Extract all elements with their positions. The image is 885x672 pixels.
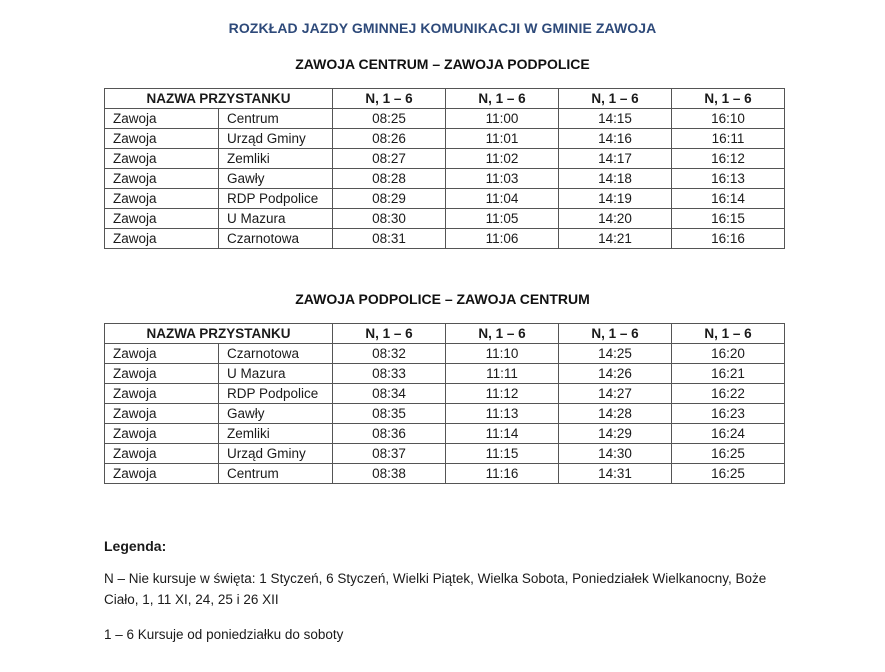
departure-time-cell: 14:26 bbox=[559, 364, 672, 384]
table-2-heading: ZAWOJA PODPOLICE – ZAWOJA CENTRUM bbox=[295, 291, 590, 307]
town-cell: Zawoja bbox=[105, 384, 219, 404]
course-header: N, 1 – 6 bbox=[672, 89, 785, 109]
departure-time-cell: 14:18 bbox=[559, 169, 672, 189]
table-row bbox=[105, 444, 785, 464]
document-title: ROZKŁAD JAZDY GMINNEJ KOMUNIKACJI W GMINIE ZAWOJA bbox=[228, 20, 657, 36]
departure-time-cell: 11:03 bbox=[446, 169, 559, 189]
table-row bbox=[105, 169, 785, 189]
departure-time-cell: 08:27 bbox=[333, 149, 446, 169]
course-header: N, 1 – 6 bbox=[333, 89, 446, 109]
stop-name-cell: U Mazura bbox=[219, 364, 333, 384]
stop-name-cell: Czarnotowa bbox=[219, 344, 333, 364]
table-row bbox=[105, 229, 785, 249]
departure-time-cell: 16:25 bbox=[672, 464, 785, 484]
departure-time-cell: 11:14 bbox=[446, 424, 559, 444]
table-row bbox=[105, 364, 785, 384]
town-cell: Zawoja bbox=[105, 344, 219, 364]
departure-time-cell: 11:02 bbox=[446, 149, 559, 169]
departure-time-cell: 16:13 bbox=[672, 169, 785, 189]
departure-time-cell: 11:16 bbox=[446, 464, 559, 484]
departure-time-cell: 14:27 bbox=[559, 384, 672, 404]
departure-time-cell: 08:36 bbox=[333, 424, 446, 444]
stop-name-cell: Gawły bbox=[219, 404, 333, 424]
departure-time-cell: 16:20 bbox=[672, 344, 785, 364]
departure-time-cell: 16:14 bbox=[672, 189, 785, 209]
departure-time-cell: 11:12 bbox=[446, 384, 559, 404]
departure-time-cell: 14:30 bbox=[559, 444, 672, 464]
departure-time-cell: 11:13 bbox=[446, 404, 559, 424]
table-row bbox=[105, 384, 785, 404]
departure-time-cell: 08:28 bbox=[333, 169, 446, 189]
departure-time-cell: 16:25 bbox=[672, 444, 785, 464]
town-cell: Zawoja bbox=[105, 209, 219, 229]
table-row bbox=[105, 464, 785, 484]
departure-time-cell: 14:19 bbox=[559, 189, 672, 209]
departure-time-cell: 16:12 bbox=[672, 149, 785, 169]
town-cell: Zawoja bbox=[105, 444, 219, 464]
departure-time-cell: 16:24 bbox=[672, 424, 785, 444]
departure-time-cell: 11:00 bbox=[446, 109, 559, 129]
departure-time-cell: 08:34 bbox=[333, 384, 446, 404]
departure-time-cell: 11:01 bbox=[446, 129, 559, 149]
stop-name-cell: RDP Podpolice bbox=[219, 189, 333, 209]
legend-title: Legenda: bbox=[104, 538, 167, 554]
table-1-heading: ZAWOJA CENTRUM – ZAWOJA PODPOLICE bbox=[295, 56, 590, 72]
table-row bbox=[105, 129, 785, 149]
departure-time-cell: 16:16 bbox=[672, 229, 785, 249]
departure-time-cell: 14:28 bbox=[559, 404, 672, 424]
departure-time-cell: 08:38 bbox=[333, 464, 446, 484]
table-row bbox=[105, 344, 785, 364]
table-row bbox=[105, 149, 785, 169]
table-row bbox=[105, 404, 785, 424]
departure-time-cell: 08:35 bbox=[333, 404, 446, 424]
stop-name-cell: Centrum bbox=[219, 109, 333, 129]
town-cell: Zawoja bbox=[105, 169, 219, 189]
course-header: N, 1 – 6 bbox=[559, 324, 672, 344]
departure-time-cell: 16:11 bbox=[672, 129, 785, 149]
departure-time-cell: 11:15 bbox=[446, 444, 559, 464]
town-cell: Zawoja bbox=[105, 109, 219, 129]
departure-time-cell: 14:31 bbox=[559, 464, 672, 484]
departure-time-cell: 11:04 bbox=[446, 189, 559, 209]
departure-time-cell: 16:10 bbox=[672, 109, 785, 129]
departure-time-cell: 14:20 bbox=[559, 209, 672, 229]
course-header: N, 1 – 6 bbox=[559, 89, 672, 109]
timetable-2-body bbox=[105, 344, 785, 484]
departure-time-cell: 08:29 bbox=[333, 189, 446, 209]
departure-time-cell: 11:05 bbox=[446, 209, 559, 229]
departure-time-cell: 08:25 bbox=[333, 109, 446, 129]
legend-1-6-description: 1 – 6 Kursuje od poniedziałku do soboty bbox=[104, 627, 344, 642]
town-cell: Zawoja bbox=[105, 129, 219, 149]
table-row bbox=[105, 189, 785, 209]
timetable-1-body bbox=[105, 109, 785, 249]
departure-time-cell: 08:31 bbox=[333, 229, 446, 249]
table-header-row bbox=[105, 89, 785, 109]
departure-time-cell: 08:33 bbox=[333, 364, 446, 384]
departure-time-cell: 08:26 bbox=[333, 129, 446, 149]
departure-time-cell: 11:10 bbox=[446, 344, 559, 364]
departure-time-cell: 14:15 bbox=[559, 109, 672, 129]
course-header: N, 1 – 6 bbox=[446, 89, 559, 109]
town-cell: Zawoja bbox=[105, 189, 219, 209]
stop-name-cell: Zemliki bbox=[219, 149, 333, 169]
departure-time-cell: 08:37 bbox=[333, 444, 446, 464]
course-header: N, 1 – 6 bbox=[333, 324, 446, 344]
departure-time-cell: 11:11 bbox=[446, 364, 559, 384]
town-cell: Zawoja bbox=[105, 424, 219, 444]
town-cell: Zawoja bbox=[105, 229, 219, 249]
departure-time-cell: 14:25 bbox=[559, 344, 672, 364]
stop-name-cell: Czarnotowa bbox=[219, 229, 333, 249]
stop-name-cell: Urząd Gminy bbox=[219, 444, 333, 464]
stop-name-cell: Gawły bbox=[219, 169, 333, 189]
course-header: N, 1 – 6 bbox=[446, 324, 559, 344]
departure-time-cell: 16:22 bbox=[672, 384, 785, 404]
table-row bbox=[105, 209, 785, 229]
table-row bbox=[105, 424, 785, 444]
table-row bbox=[105, 109, 785, 129]
town-cell: Zawoja bbox=[105, 149, 219, 169]
departure-time-cell: 14:21 bbox=[559, 229, 672, 249]
departure-time-cell: 14:29 bbox=[559, 424, 672, 444]
departure-time-cell: 14:16 bbox=[559, 129, 672, 149]
stop-name-cell: RDP Podpolice bbox=[219, 384, 333, 404]
departure-time-cell: 08:30 bbox=[333, 209, 446, 229]
departure-time-cell: 08:32 bbox=[333, 344, 446, 364]
stop-name-cell: Zemliki bbox=[219, 424, 333, 444]
town-cell: Zawoja bbox=[105, 364, 219, 384]
town-cell: Zawoja bbox=[105, 464, 219, 484]
stop-name-header: NAZWA PRZYSTANKU bbox=[105, 89, 333, 109]
stop-name-cell: U Mazura bbox=[219, 209, 333, 229]
departure-time-cell: 16:23 bbox=[672, 404, 785, 424]
course-header: N, 1 – 6 bbox=[672, 324, 785, 344]
departure-time-cell: 16:21 bbox=[672, 364, 785, 384]
legend-n-description: N – Nie kursuje w święta: 1 Styczeń, 6 Styczeń, Wielki Piątek, Wielka Sobota, Poniedziałek Wielkanocny, Boże Ciało, 1, 11 XI, 24, 25 i 26 XII bbox=[104, 571, 767, 607]
departure-time-cell: 16:15 bbox=[672, 209, 785, 229]
departure-time-cell: 14:17 bbox=[559, 149, 672, 169]
stop-name-header: NAZWA PRZYSTANKU bbox=[105, 324, 333, 344]
departure-time-cell: 11:06 bbox=[446, 229, 559, 249]
timetable-1 bbox=[104, 88, 785, 249]
town-cell: Zawoja bbox=[105, 404, 219, 424]
timetable-2 bbox=[104, 323, 785, 484]
stop-name-cell: Urząd Gminy bbox=[219, 129, 333, 149]
table-header-row bbox=[105, 324, 785, 344]
stop-name-cell: Centrum bbox=[219, 464, 333, 484]
